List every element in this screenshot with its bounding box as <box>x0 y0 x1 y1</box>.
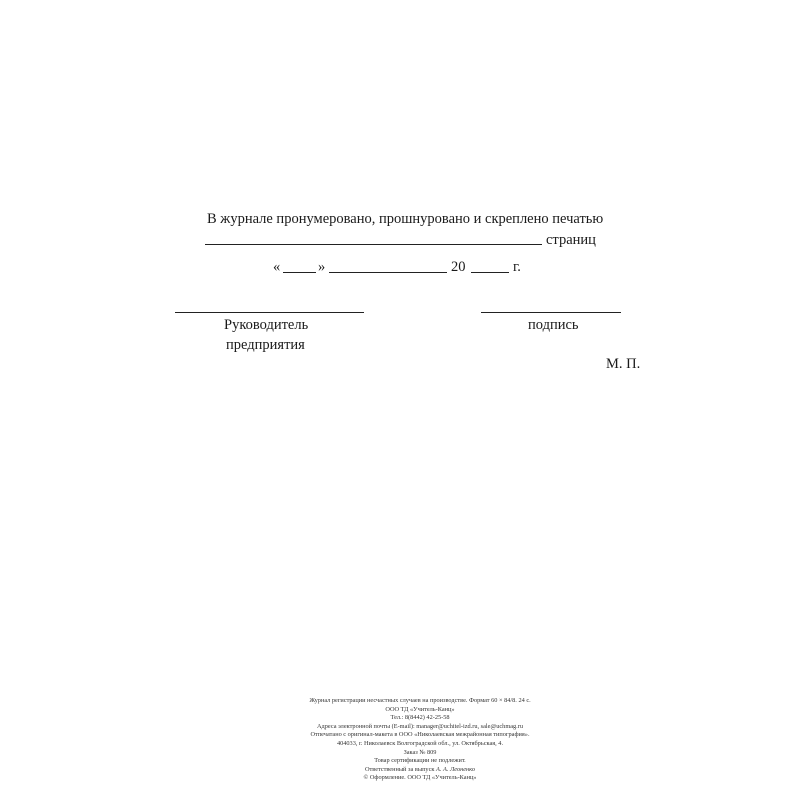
colophon-line-printer: Отпечатано с оригинал-макета в ООО «Николаевская межрайонная типография». <box>310 731 530 739</box>
colophon-line-phone: Тел.: 8(8442) 42-25-58 <box>390 714 450 722</box>
responsible-prefix: Ответственный за выпуск <box>364 765 435 773</box>
day-blank <box>283 272 316 273</box>
month-blank <box>329 272 447 273</box>
manager-signature-line <box>175 312 364 313</box>
colophon-line-title: Журнал регистрации несчастных случаев на производстве. Формат 60 × 84/8. 24 с. <box>309 697 531 704</box>
responsible-name: А. А. Леоненко <box>436 765 476 773</box>
colophon <box>200 697 640 783</box>
signature-line <box>481 312 621 313</box>
seal-label: М. П. <box>606 356 641 372</box>
date-close-quote: » <box>318 259 326 275</box>
colophon-line-publisher: ООО ТД «Учитель-Канц» <box>385 705 455 713</box>
signature-label: подпись <box>528 317 579 333</box>
pages-word: страниц <box>546 232 596 248</box>
colophon-line-copyright: © Оформление. ООО ТД «Учитель-Канц» <box>363 774 477 782</box>
manager-label-line2: предприятия <box>226 337 305 353</box>
colophon-line-order: Заказ № 809 <box>403 748 437 756</box>
year-blank <box>471 272 509 273</box>
certification-statement: В журнале пронумеровано, прошнуровано и скреплено печатью <box>207 211 604 227</box>
colophon-line-responsible <box>200 766 640 775</box>
date-open-quote: « <box>273 259 281 275</box>
colophon-line-address: 404033, г. Николаевск Волгоградской обл., ул. Октябрьская, 4. <box>336 739 504 747</box>
colophon-line-email: Адреса электронной почты (E-mail): manager@uchitel-izd.ru, sale@uchmag.ru <box>317 722 523 730</box>
pages-count-blank <box>205 244 542 245</box>
year-prefix: 20 <box>451 259 466 275</box>
colophon-line-certification: Товар сертификации не подлежит. <box>374 757 466 765</box>
manager-label-line1: Руководитель <box>224 317 309 333</box>
year-suffix: г. <box>513 259 521 275</box>
